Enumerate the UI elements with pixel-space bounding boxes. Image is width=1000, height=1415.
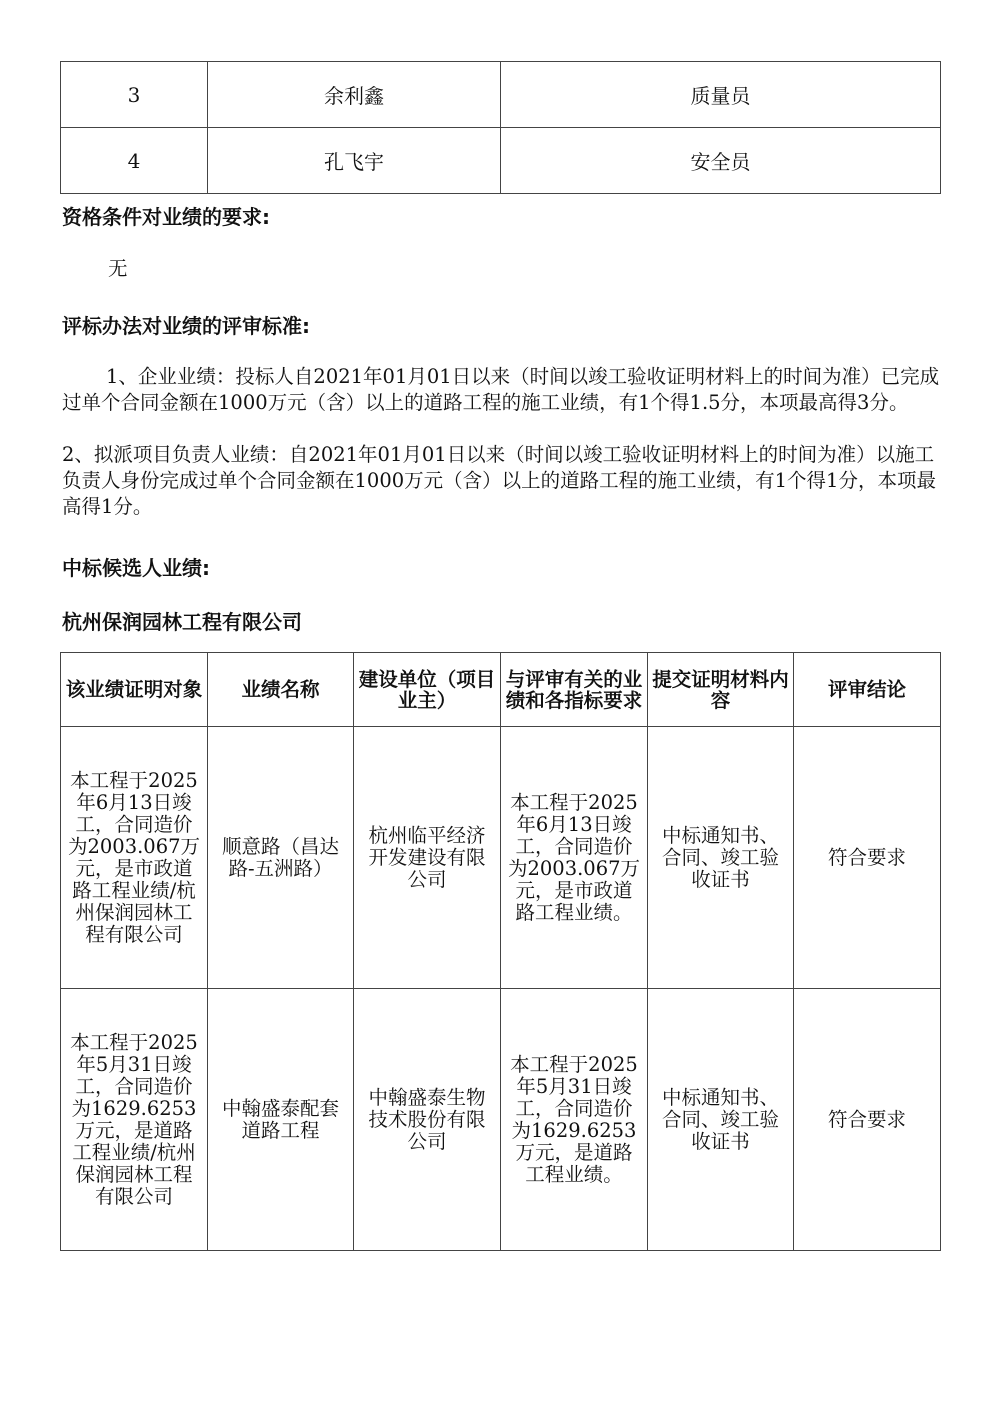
table-row — [61, 989, 941, 1251]
cell-conclusion: 符合要求 — [794, 989, 941, 1251]
header-conclusion: 评审结论 — [794, 653, 941, 727]
staff-name: 孔飞宇 — [208, 128, 501, 194]
qualification-heading: 资格条件对业绩的要求: — [62, 205, 270, 229]
cell-requirement: 本工程于2025年5月31日竣工，合同造价为1629.6253万元，是道路工程业绩。 — [501, 989, 648, 1251]
performance-table — [60, 652, 941, 1251]
table-row — [61, 727, 941, 989]
staff-table — [60, 61, 941, 194]
staff-number: 4 — [61, 128, 208, 194]
header-name: 业绩名称 — [208, 653, 354, 727]
header-subject: 该业绩证明对象 — [61, 653, 208, 727]
table-header-row — [61, 653, 941, 727]
cell-materials: 中标通知书、合同、竣工验收证书 — [648, 989, 794, 1251]
evaluation-heading: 评标办法对业绩的评审标准: — [62, 314, 310, 338]
header-materials: 提交证明材料内容 — [648, 653, 794, 727]
cell-subject: 本工程于2025年6月13日竣工，合同造价为2003.067万元，是市政道路工程业绩/杭州保润园林工程有限公司 — [61, 727, 208, 989]
cell-owner: 中翰盛泰生物技术股份有限公司 — [354, 989, 501, 1251]
cell-requirement: 本工程于2025年6月13日竣工，合同造价为2003.067万元，是市政道路工程业绩。 — [501, 727, 648, 989]
candidate-company: 杭州保润园林工程有限公司 — [62, 610, 302, 634]
cell-name: 顺意路（昌达路-五洲路） — [208, 727, 354, 989]
header-requirement: 与评审有关的业绩和各指标要求 — [501, 653, 648, 727]
qualification-value: 无 — [108, 257, 128, 280]
cell-owner: 杭州临平经济开发建设有限公司 — [354, 727, 501, 989]
staff-number: 3 — [61, 62, 208, 128]
staff-row — [61, 128, 941, 194]
header-owner: 建设单位（项目业主） — [354, 653, 501, 727]
staff-role: 质量员 — [501, 62, 941, 128]
staff-name: 余利鑫 — [208, 62, 501, 128]
evaluation-item-2: 2、拟派项目负责人业绩：自2021年01月01日以来（时间以竣工验收证明材料上的时间为准）以施工负责人身份完成过单个合同金额在1000万元（含）以上的道路工程的施工业绩，有1个得1分，本项最高得1分。 — [62, 443, 936, 518]
cell-name: 中翰盛泰配套道路工程 — [208, 989, 354, 1251]
staff-row — [61, 62, 941, 128]
evaluation-item-1: 1、企业业绩：投标人自2021年01月01日以来（时间以竣工验收证明材料上的时间为准）已完成过单个合同金额在1000万元（含）以上的道路工程的施工业绩，有1个得1.5分，本项最高得3分。 — [62, 365, 940, 414]
candidate-heading: 中标候选人业绩: — [62, 556, 210, 580]
staff-role: 安全员 — [501, 128, 941, 194]
cell-subject: 本工程于2025年5月31日竣工，合同造价为1629.6253万元，是道路工程业绩/杭州保润园林工程有限公司 — [61, 989, 208, 1251]
cell-materials: 中标通知书、合同、竣工验收证书 — [648, 727, 794, 989]
cell-conclusion: 符合要求 — [794, 727, 941, 989]
